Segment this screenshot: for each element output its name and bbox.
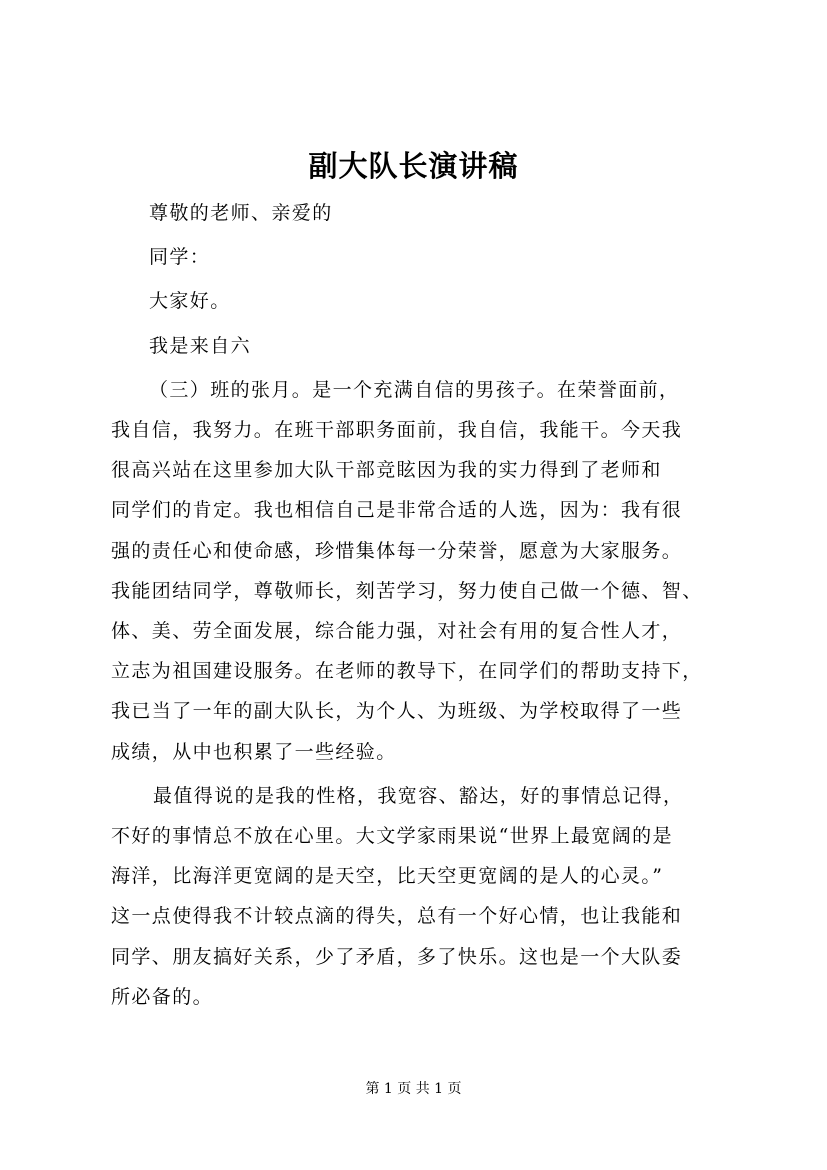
paragraph-line: 不好的事情总不放在心里。大文学家雨果说“世界上最宽阔的是 (111, 825, 673, 848)
paragraph-line: 同学们的肯定。我也相信自己是非常合适的人选，因为：我有很 (111, 499, 683, 522)
greeting-line-continued: 同学： (149, 246, 211, 269)
paragraph-line: 我自信，我努力。在班干部职务面前，我自信，我能干。今天我 (111, 419, 683, 442)
paragraph-self-introduction (111, 370, 741, 772)
paragraph-line: 海洋，比海洋更宽阔的是天空，比天空更宽阔的是人的心灵。” (111, 865, 664, 888)
greeting-line: 尊敬的老师、亲爱的 (149, 202, 333, 224)
document-body (111, 193, 741, 1017)
page-number-footer: 第 1 页 共 1 页 (365, 1081, 462, 1097)
paragraph-line: （三）班的张月。是一个充满自信的男孩子。在荣誉面前， (149, 378, 680, 401)
document-title: 副大队长演讲稿 (308, 149, 519, 183)
intro-line: 我是来自六 (149, 334, 252, 357)
paragraph-line: 我能团结同学，尊敬师长，刻苦学习，努力使自己做一个德、智、 (111, 579, 703, 602)
paragraph-line: 立志为祖国建设服务。在老师的教导下，在同学们的帮助支持下， (111, 660, 703, 683)
paragraph-line: 所必备的。 (111, 985, 214, 1008)
paragraph-line: 成绩，从中也积累了一些经验。 (111, 740, 397, 763)
paragraph-line: 这一点使得我不计较点滴的得失，总有一个好心情，也让我能和 (111, 905, 683, 928)
paragraph-line: 很高兴站在这里参加大队干部竞眩因为我的实力得到了老师和 (111, 459, 662, 482)
hello-line: 大家好。 (149, 290, 231, 313)
paragraph-line: 强的责任心和使命感，珍惜集体每一分荣誉，愿意为大家服务。 (111, 539, 683, 562)
paragraph-line: 同学、朋友搞好关系，少了矛盾，多了快乐。这也是一个大队委 (111, 945, 683, 968)
paragraph-line: 我已当了一年的副大队长，为个人、为班级、为学校取得了一些 (111, 700, 683, 723)
paragraph-line: 最值得说的是我的性格，我宽容、豁达，好的事情总记得， (153, 784, 684, 807)
paragraph-line: 体、美、劳全面发展，综合能力强，对社会有用的复合性人才， (111, 620, 683, 643)
paragraph-personality (111, 776, 741, 1017)
